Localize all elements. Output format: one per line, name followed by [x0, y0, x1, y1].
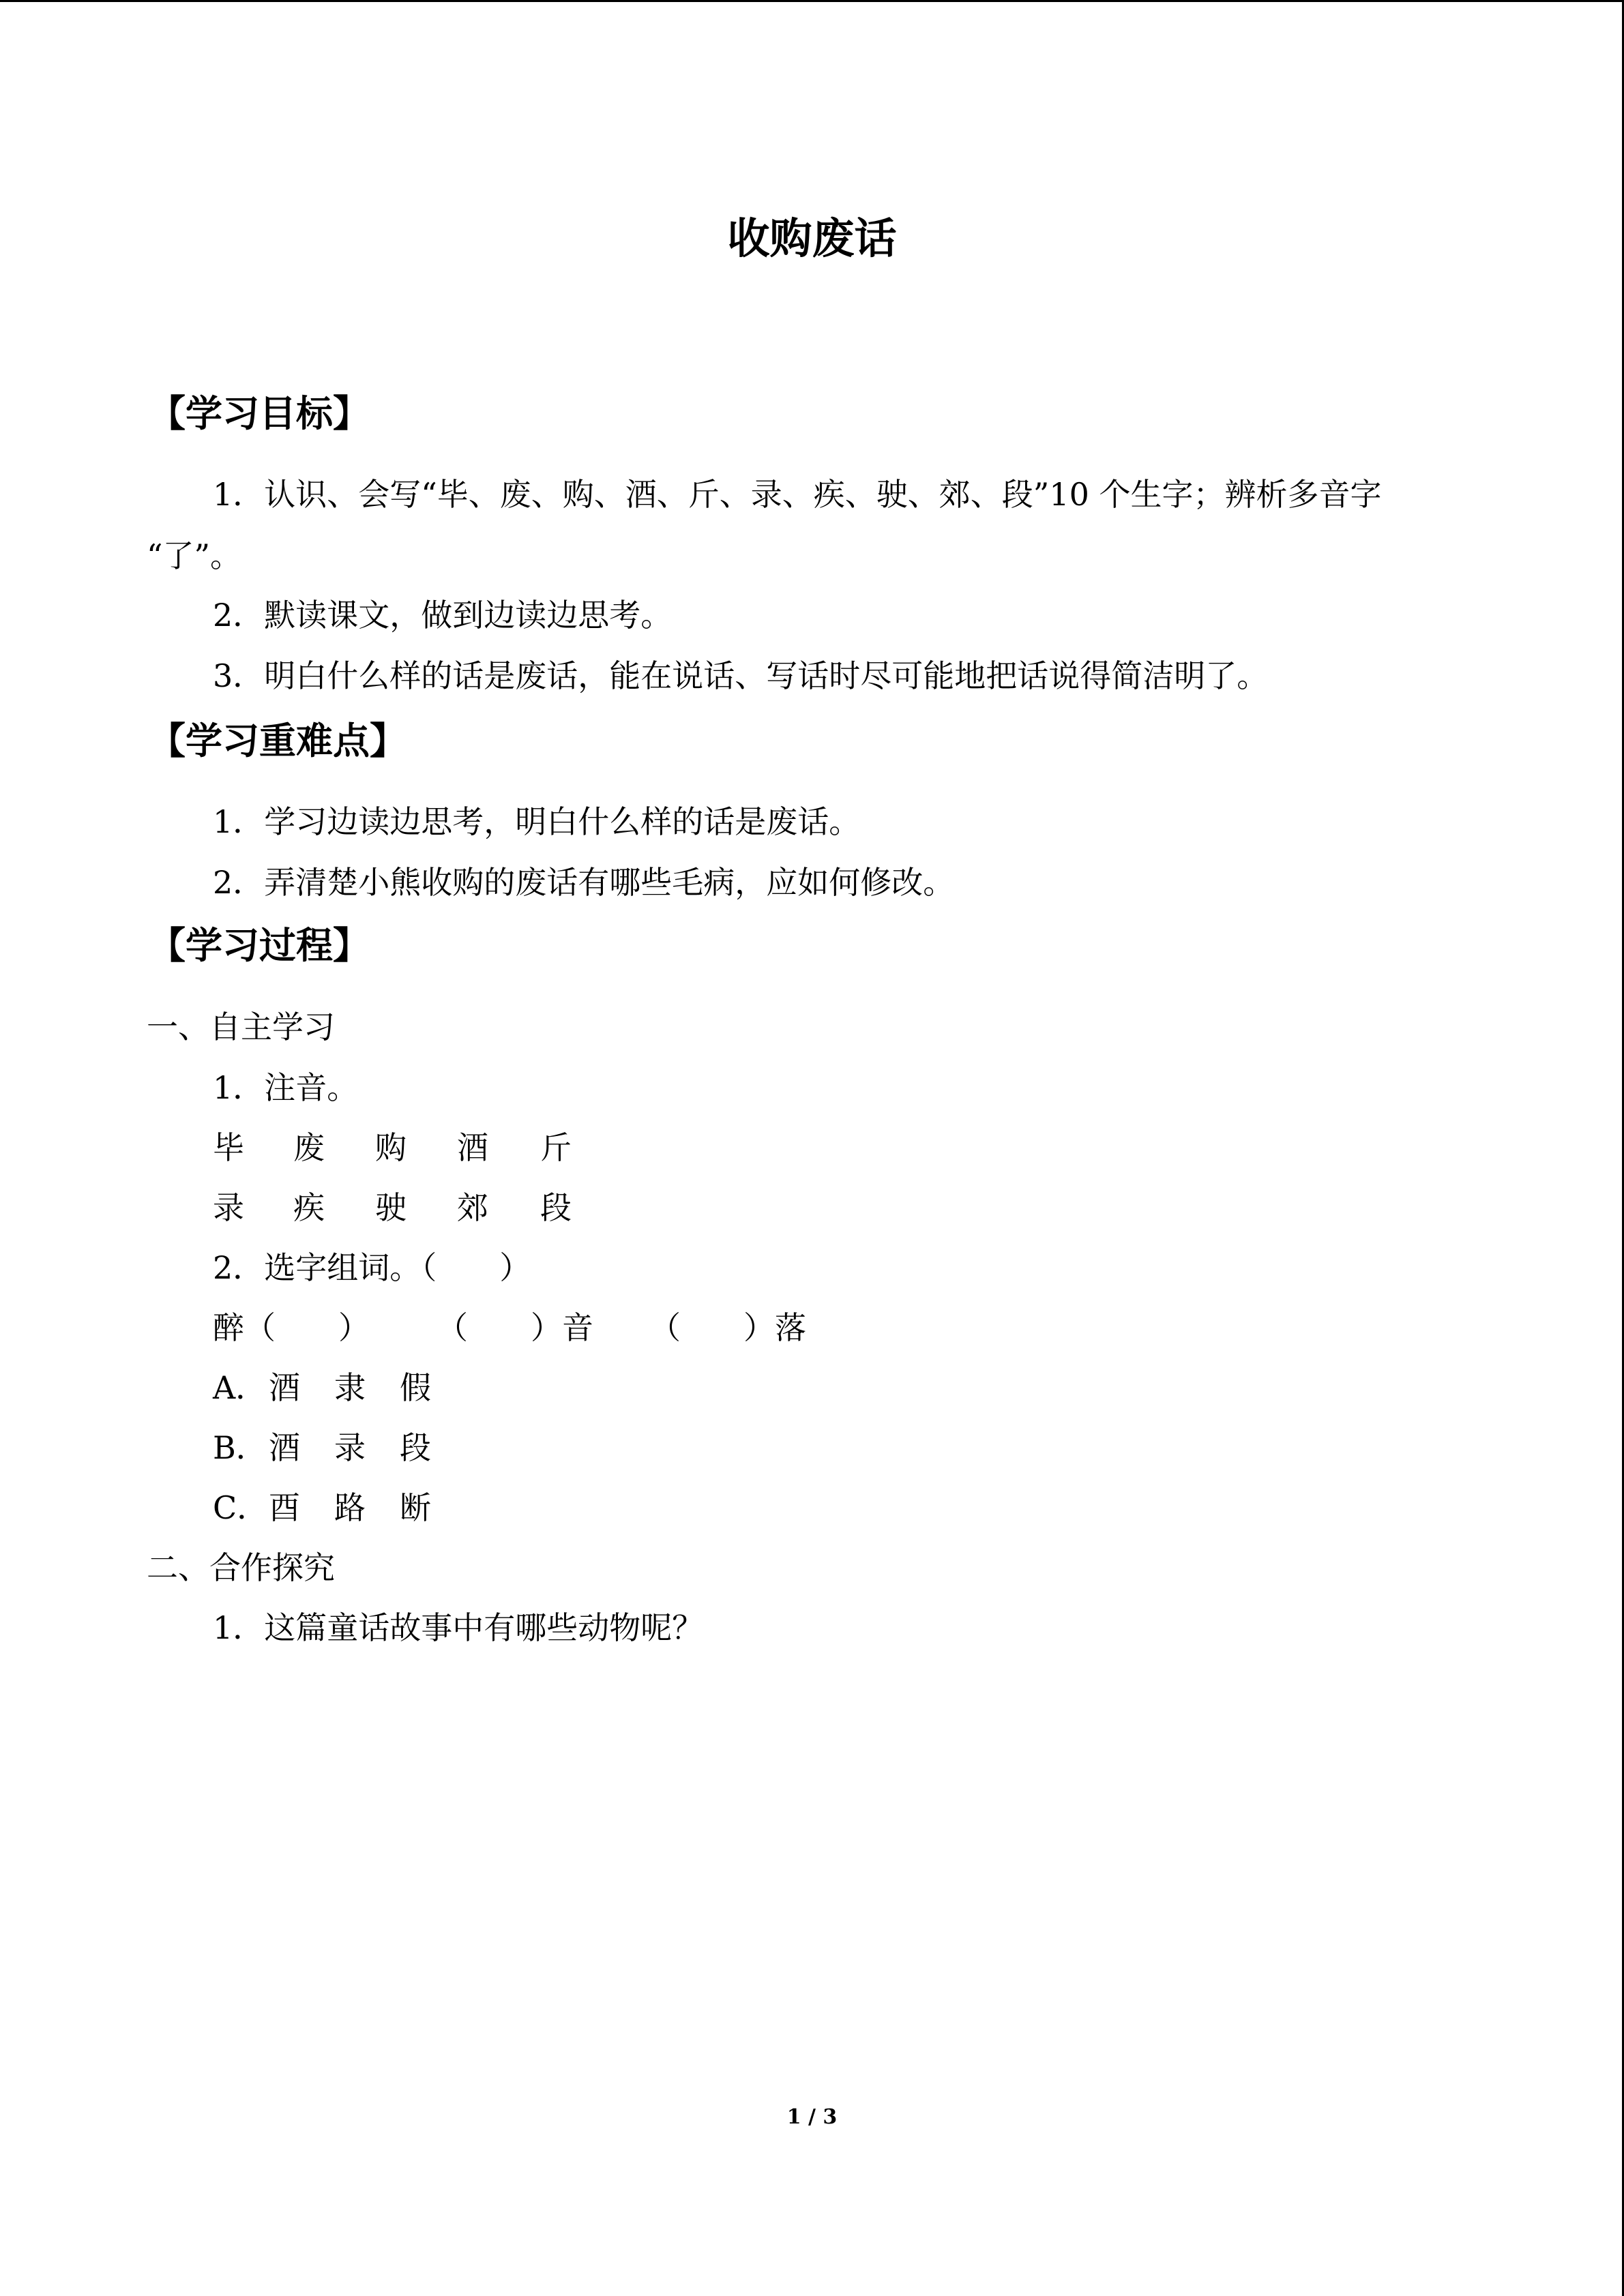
key-point-2: 2．弄清楚小熊收购的废话有哪些毛病，应如何修改。 [213, 864, 955, 901]
goal-item-1-cont: “了”。 [147, 537, 242, 574]
word-blanks-row [0, 1307, 1624, 1348]
option-char: 段 [400, 1429, 431, 1466]
char-cell: 段 [540, 1189, 572, 1226]
option-a [0, 1367, 1624, 1408]
option-char: 录 [334, 1429, 366, 1466]
page-number: 1 / 3 [786, 2105, 838, 2129]
char-cell: 郊 [457, 1189, 488, 1226]
option-char: 隶 [334, 1369, 366, 1406]
key-point-1: 1．学习边读边思考，明白什么样的话是废话。 [213, 803, 861, 840]
option-char: 假 [400, 1369, 431, 1406]
option-label: A． [213, 1369, 267, 1406]
char-cell: 斤 [540, 1129, 572, 1166]
option-label: B． [213, 1429, 267, 1466]
part2-label: 二、合作探究 [147, 1549, 335, 1586]
option-char: 断 [400, 1489, 431, 1526]
option-char: 酒 [269, 1369, 300, 1406]
char-cell: 购 [375, 1129, 407, 1166]
goal-item-1: 1．认识、会写“毕、废、购、酒、斤、录、疾、驶、郊、段”10 个生字；辨析多音字 [213, 476, 1382, 513]
option-label: C． [213, 1489, 269, 1526]
part1-question-2: 2．选字组词。（ ） [213, 1249, 531, 1286]
char-cell: 毕 [213, 1129, 244, 1166]
char-cell: 录 [213, 1189, 244, 1226]
pinyin-chars-row-1 [0, 1127, 1624, 1168]
option-char: 酒 [269, 1429, 300, 1466]
section-heading-key-points: 【学习重难点】 [149, 719, 407, 762]
word-blank: 醉（ ） [213, 1309, 370, 1346]
page-title: 收购废话 [727, 213, 897, 263]
page-border-top [0, 0, 1624, 2]
goal-item-2: 2．默读课文，做到边读边思考。 [213, 597, 673, 633]
option-char: 路 [334, 1489, 366, 1526]
char-cell: 酒 [457, 1129, 488, 1166]
section-heading-process: 【学习过程】 [149, 924, 370, 967]
pinyin-chars-row-2 [0, 1187, 1624, 1228]
char-cell: 疾 [293, 1189, 325, 1226]
char-cell: 废 [293, 1129, 325, 1166]
section-heading-goals: 【学习目标】 [149, 392, 370, 435]
word-blank: （ ）落 [649, 1309, 806, 1346]
option-char: 酉 [269, 1489, 300, 1526]
word-blank: （ ）音 [437, 1309, 593, 1346]
part2-question-1: 1．这篇童话故事中有哪些动物呢？ [213, 1609, 704, 1646]
goal-item-3: 3．明白什么样的话是废话，能在说话、写话时尽可能地把话说得简洁明了。 [213, 657, 1269, 694]
option-b [0, 1427, 1624, 1468]
part1-label: 一、自主学习 [147, 1009, 335, 1045]
char-cell: 驶 [375, 1189, 407, 1226]
option-c [0, 1487, 1624, 1528]
part1-question-1: 1．注音。 [213, 1069, 359, 1106]
